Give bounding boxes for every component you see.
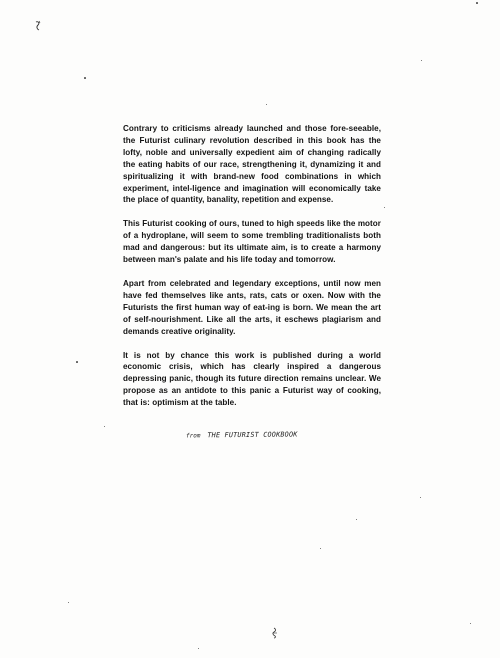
paper-speck — [470, 623, 471, 624]
paragraph-1: Contrary to criticisms already launched and those fore-seeable, the Futurist culinary revolution described in this book has the lofty, noble and universally expedient aim of changing radically the eating habits of our race, strengthening it, dynamizing it and spiritualizing it with brand-new food combinations in which experiment, intel-ligence and imagination will economically take the place of quantity, banality, repetition and expense. — [123, 124, 381, 205]
paper-speck — [420, 497, 421, 498]
caption-book-title: THE FUTURIST COOKBOOK — [207, 430, 298, 440]
pen-mark-icon — [271, 627, 279, 639]
paper-speck — [266, 104, 267, 105]
paper-speck — [476, 2, 478, 4]
paragraph-2: This Futurist cooking of ours, tuned to high speeds like the motor of a hydroplane, will seem to some trembling traditionalists both mad and dangerous: but its ultimate aim, is to create a harmony between man's palate and his life today and tomorrow. — [123, 219, 381, 265]
paper-speck — [421, 60, 422, 61]
paper-speck — [384, 207, 385, 208]
paper-speck — [84, 77, 86, 79]
paper-speck — [198, 648, 199, 649]
caption-from: from — [185, 432, 201, 440]
pen-mark-icon — [34, 20, 42, 32]
paper-speck — [68, 602, 69, 603]
paper-speck — [76, 361, 78, 363]
paper-speck — [356, 519, 357, 520]
paragraph-3: Apart from celebrated and legendary exceptions, until now men have fed themselves like ants, rats, cats or oxen. Now with the Futurists the first human way of eat-ing is born. We mean the art of self-nourishment. Like all the arts, it eschews plagiarism and demands creative originality. — [123, 278, 381, 336]
paragraph-4: It is not by chance this work is published during a world economic crisis, which has clearly inspired a dangerous depressing panic, though its future direction remains unclear. We propose as an antidote to this panic a Futurist way of cooking, that is: optimism at the table. — [123, 350, 381, 408]
paper-speck — [320, 548, 321, 549]
paper-speck — [104, 426, 105, 427]
source-caption — [186, 431, 298, 440]
body-text — [123, 123, 381, 421]
